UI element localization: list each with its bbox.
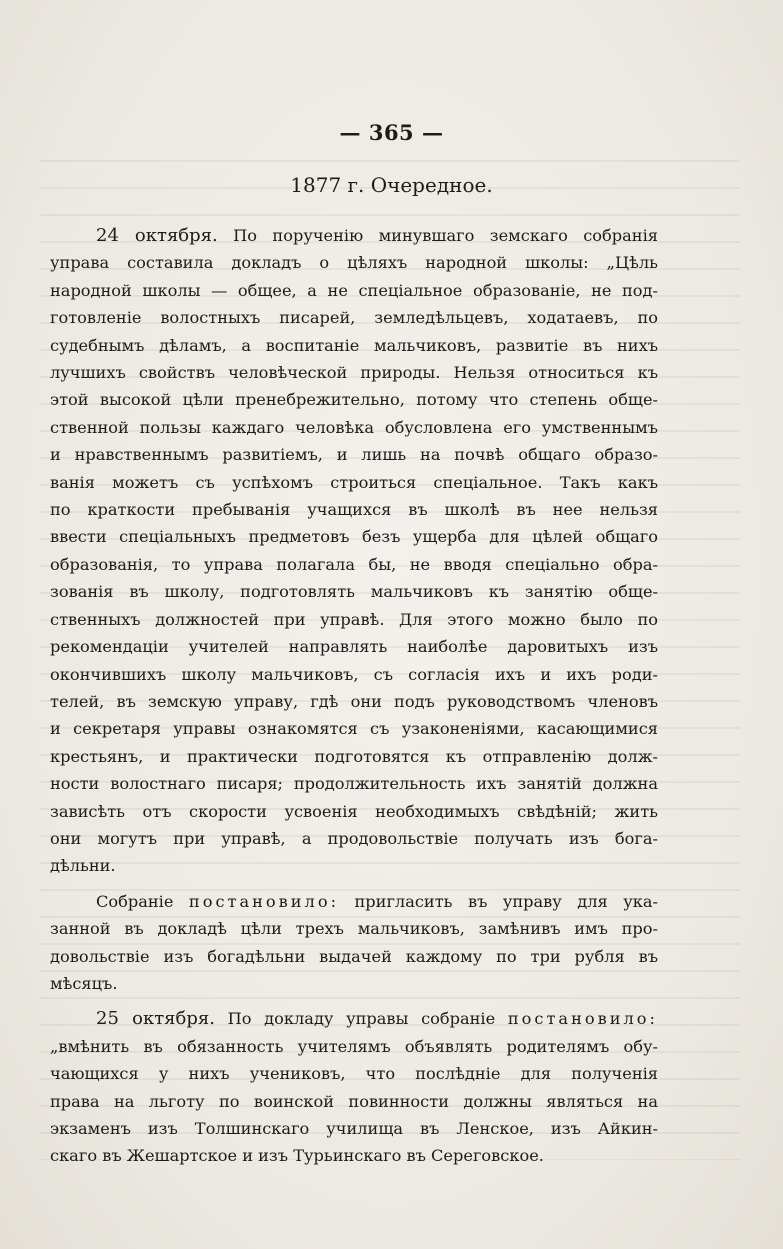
resolution-keyword: постановило: [188,891,340,911]
paragraph-1 [50,222,658,880]
paragraph-2-line: мѣсяцъ. [50,973,118,993]
paragraph-1-line: управа составила докладъ о цѣляхъ народной школы: „Цѣль [50,253,658,273]
paragraph-1-line: судебнымъ дѣламъ, а воспитаніе мальчиковъ, развитіе въ нихъ [50,335,658,355]
paragraph-1-line: 24 октября. По порученію минувшаго земскаго собранія [96,225,658,246]
paragraph-1-line: зависѣть отъ скорости усвоенія необходимыхъ свѣдѣній; жить [50,801,658,821]
paragraph-1-line: они могутъ при управѣ, а продовольствіе получать изъ бога- [50,828,658,848]
paragraph-3-first-mid: По докладу управы собраніе [227,1009,496,1029]
paragraph-2-line: занной въ докладѣ цѣли трехъ мальчиковъ, замѣнивъ имъ про- [50,919,658,939]
paragraph-3 [50,1005,658,1169]
paragraph-3-line: права на льготу по воинской повинности должны являться на [50,1091,658,1111]
paragraph-1-line: образованія, то управа полагала бы, не вводя спеціально обра- [50,554,658,574]
paragraph-3-line: „вмѣнить въ обязанность учителямъ объявлять родителямъ обу- [50,1036,658,1056]
paragraph-1-line: телей, въ земскую управу, гдѣ они подъ руководствомъ членовъ [50,691,658,711]
paragraph-1-line: и секретаря управы ознакомятся съ узаконеніями, касающимися [50,719,658,739]
paragraph-2-start: Собраніе [96,891,174,911]
paragraph-1-line: этой высокой цѣли пренебрежительно, потому что степень обще- [50,390,658,410]
paragraph-1-line: готовленіе волостныхъ писарей, земледѣльцевъ, ходатаевъ, по [50,308,658,328]
paragraph-1-date: 24 октября. [96,225,218,246]
paragraph-1-line: зованія въ школу, подготовлять мальчиковъ къ занятію обще- [50,582,658,602]
paragraph-3-line: скаго въ Жешартское и изъ Турьинскаго въ Сереговское. [50,1146,544,1166]
paragraph-2-first-rest: пригласить въ управу для ука- [354,891,658,911]
paragraph-1-line: и нравственнымъ развитіемъ, и лишь на почвѣ общаго образо- [50,445,658,465]
paragraph-1-line: окончившихъ школу мальчиковъ, съ согласія ихъ и ихъ роди- [50,664,658,684]
paragraph-1-line: дѣльни. [50,856,116,876]
paragraph-1-line: ственной пользы каждаго человѣка обусловлена его умственнымъ [50,417,658,437]
paragraph-1-line: народной школы — общее, а не спеціальное образованіе, не под- [50,280,658,300]
paragraph-3-line: чающихся у нихъ учениковъ, что послѣдніе для полученія [50,1064,658,1084]
paragraph-3-date: 25 октября. [96,1008,215,1030]
paragraph-1-line: рекомендаціи учителей направлять наиболѣе даровитыхъ изъ [50,637,658,657]
paragraph-1-line: ственныхъ должностей при управѣ. Для этого можно было по [50,609,658,629]
paragraph-2-line: довольствіе изъ богадѣльни выдачей каждому по три рубля въ [50,946,658,966]
paragraph-3-line [50,1005,658,1032]
paragraph-1-line: ности волостнаго писаря; продолжительность ихъ занятій должна [50,774,658,794]
section-heading: 1877 г. Очередное. [290,173,493,197]
paragraph-1-line: ввести спеціальныхъ предметовъ безъ ущерба для цѣлей общаго [50,527,658,547]
paragraph-2-line [50,888,658,915]
paragraph-1-line: крестьянъ, и практически подготовятся къ отправленію долж- [50,746,658,766]
body-text [50,222,658,1170]
paragraph-1-line: по краткости пребыванія учащихся въ школѣ въ нее нельзя [50,500,658,520]
page-number: — 365 — [339,120,444,145]
paragraph-1-line: ванія можетъ съ успѣхомъ строиться спеціальное. Такъ какъ [50,472,658,492]
resolution-keyword: постановило: [507,1009,659,1029]
paragraph-1-line: лучшихъ свойствъ человѣческой природы. Нельзя относиться къ [50,363,658,383]
paragraph-3-line: экзаменъ изъ Толшинскаго училища въ Ленское, изъ Айкин- [50,1119,658,1138]
paragraph-2 [50,888,658,998]
